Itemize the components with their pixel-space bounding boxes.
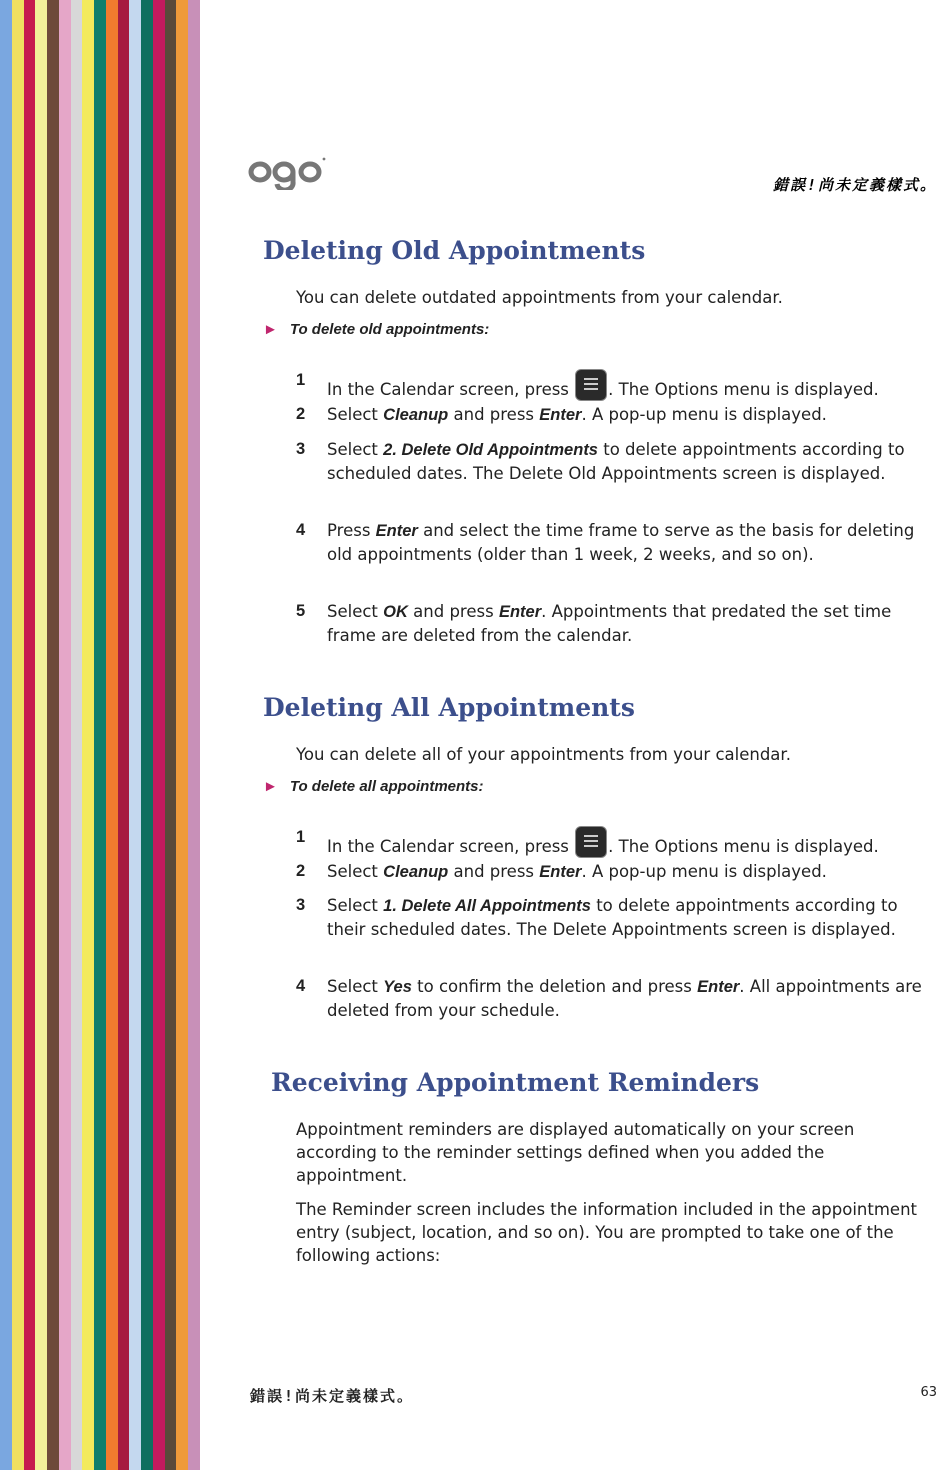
footer-error-text: 錯誤!尚未定義樣式。 [250,1387,415,1405]
stripe [176,0,188,1470]
page-number: 63 [920,1385,937,1400]
stripe [118,0,130,1470]
stripe [0,0,12,1470]
stripe [153,0,165,1470]
stripe [47,0,59,1470]
stripe [94,0,106,1470]
section-intro: You can delete all of your appointments from your calendar. [296,745,791,764]
stripe [188,0,200,1470]
ogo-logo [248,150,328,190]
header-error-text: 錯誤!尚未定義樣式。 [772,176,937,194]
decorative-stripes [0,0,200,1470]
section-heading: Deleting Old Appointments [263,236,646,265]
section-paragraph: The Reminder screen includes the information included in the appointment entry (subject, location, and so on). You are prompted to take one of the following actions: [296,1200,918,1265]
section-intro: You can delete outdated appointments from your calendar. [296,288,783,307]
arrow-right-icon: ► [263,778,278,795]
stripe [106,0,118,1470]
arrow-right-icon: ► [263,321,278,338]
menu-icon [575,369,607,401]
stripe [24,0,36,1470]
stripe [165,0,177,1470]
stripe [59,0,71,1470]
stripe [129,0,141,1470]
section-paragraph: Appointment reminders are displayed automatically on your screen according to the reminder settings defined when you added the appointment. [296,1120,855,1185]
section-heading: Receiving Appointment Reminders [271,1068,760,1097]
stripe [71,0,83,1470]
stripe [12,0,24,1470]
procedure-heading: ► To delete all appointments: [263,778,484,795]
section-heading: Deleting All Appointments [263,693,635,722]
procedure-heading: ► To delete old appointments: [263,321,490,338]
stripe [141,0,153,1470]
menu-icon [575,826,607,858]
stripe [35,0,47,1470]
stripe [82,0,94,1470]
